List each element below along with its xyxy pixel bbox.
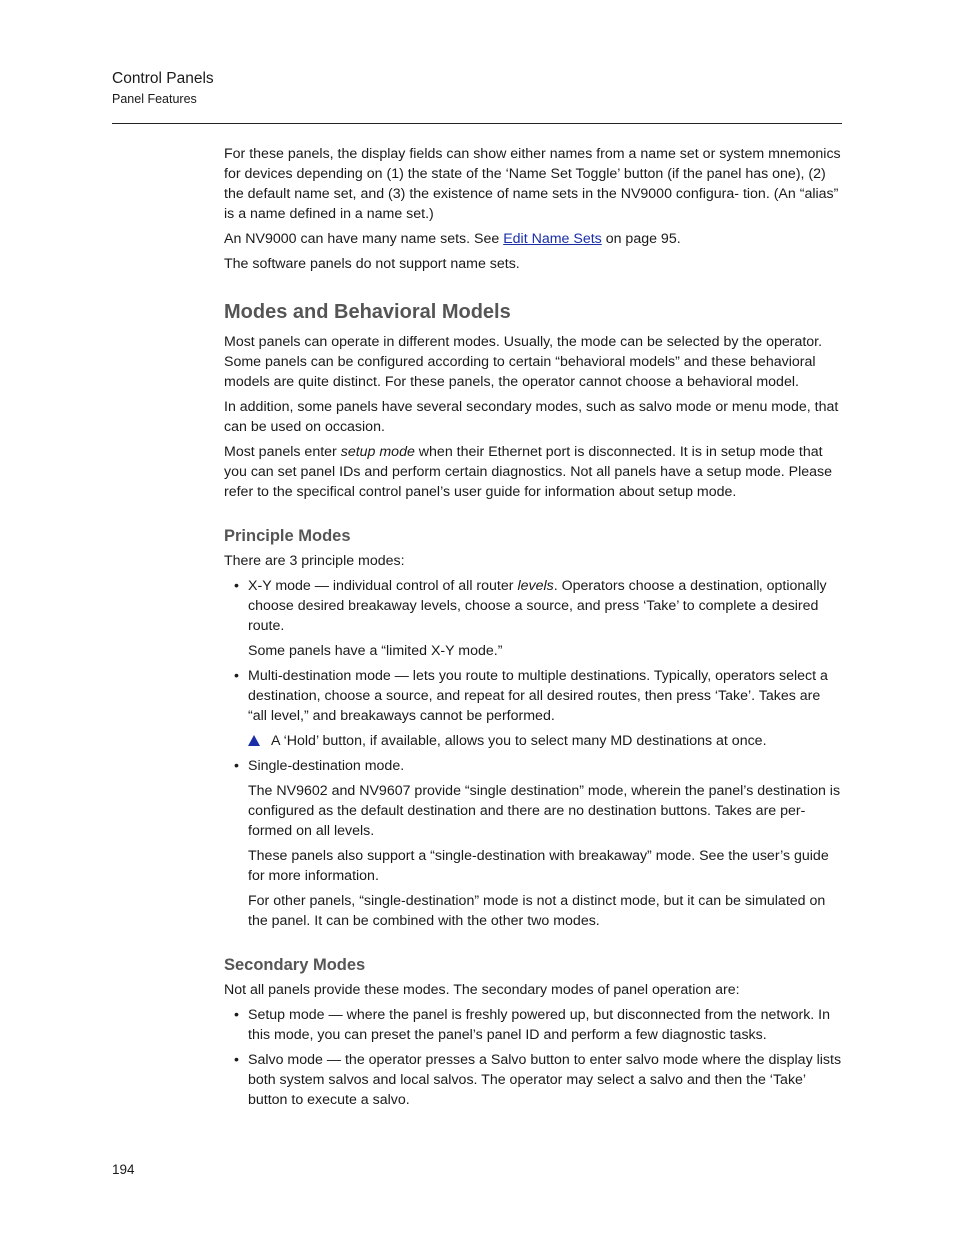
edit-name-sets-link[interactable]: Edit Name Sets (503, 231, 602, 247)
secondary-intro: Not all panels provide these modes. The secondary modes of panel operation are: (224, 982, 740, 998)
intro-paragraph-3: The software panels do not support name sets. (224, 256, 520, 272)
running-header-title: Control Panels (112, 70, 214, 87)
list-item-sd-mode (224, 756, 842, 776)
list-text: Single-destination mode. (248, 758, 405, 774)
bullet: • (234, 578, 239, 594)
bullet: • (234, 1007, 239, 1023)
setup-mode-term: setup mode (340, 444, 415, 460)
page-content (224, 144, 842, 1115)
bullet: • (234, 758, 239, 774)
principle-modes-heading: Principle Modes (224, 527, 351, 545)
intro-text: An NV9000 can have many name sets. See (224, 231, 504, 247)
modes-paragraph-3 (224, 442, 842, 502)
bullet: • (234, 1052, 239, 1068)
secondary-modes-list (224, 1005, 842, 1110)
modes-text: Most panels enter (224, 444, 341, 460)
principle-intro: There are 3 principle modes: (224, 553, 405, 569)
principle-modes-list (224, 576, 842, 636)
list-item-xy-mode (224, 576, 842, 636)
modes-text: when their Ethernet port is disconnected. It is in setup mode that you can set panel IDs and perform certain diagnostics. Not all panels have a setup mode. Please refer to the specifical control panel’s user guide for information about setup mode. (224, 444, 833, 500)
md-hold-note (224, 731, 842, 751)
note-text: A ‘Hold’ button, if available, allows you to select many MD destinations at once. (271, 733, 767, 749)
running-header-subtitle: Panel Features (112, 92, 197, 106)
intro-paragraph-1: For these panels, the display fields can show either names from a name set or system mnemonics for devices depending on (1) the state of the ‘Name Set Toggle’ button (if the panel has one), (2) the default name set, and (3) the existence of name sets in the NV9000 configura- tion. (An “alias” is a name defined in a name set.) (224, 146, 841, 222)
triangle-note-icon (248, 735, 260, 746)
levels-term: levels (517, 578, 554, 594)
list-text: X-Y mode — individual control of all router (248, 578, 518, 594)
principle-modes-list-3 (224, 756, 842, 776)
header-divider (112, 123, 842, 124)
list-text: . Operators choose a destination, optionally choose desired breakaway levels, choose a source, and press ‘Take’ to complete a desired route. (248, 578, 827, 634)
page-number: 194 (112, 1162, 135, 1177)
xy-note: Some panels have a “limited X-Y mode.” (248, 643, 503, 659)
list-item-setup-mode (224, 1005, 842, 1045)
list-text: Setup mode — where the panel is freshly powered up, but disconnected from the network. In this mode, you can preset the panel’s panel ID and perform a few diagnostic tasks. (248, 1007, 831, 1043)
sd-paragraph-3: For other panels, “single-destination” mode is not a distinct mode, but it can be simulated on the panel. It can be combined with the other two modes. (248, 893, 826, 929)
principle-modes-list-2 (224, 666, 842, 726)
bullet: • (234, 668, 239, 684)
modes-paragraph-2: In addition, some panels have several secondary modes, such as salvo mode or menu mode, that can be used on occasion. (224, 399, 839, 435)
secondary-modes-heading: Secondary Modes (224, 956, 366, 974)
modes-paragraph-1: Most panels can operate in different modes. Usually, the mode can be selected by the operator. Some panels can be configured according to certain “behavioral models” and these behavioral models are quite distinct. For these panels, the operator cannot choose a behavioral model. (224, 334, 823, 390)
list-item-salvo-mode (224, 1050, 842, 1110)
list-item-md-mode (224, 666, 842, 726)
intro-text: on page 95. (601, 231, 681, 247)
sd-paragraph-1: The NV9602 and NV9607 provide “single destination” mode, wherein the panel’s destination is configured as the default destination and there are no destination buttons. Takes are per- formed on all levels. (248, 783, 841, 839)
modes-heading: Modes and Behavioral Models (224, 301, 511, 323)
list-text: Multi-destination mode — lets you route to multiple destinations. Typically, operators select a destination, choose a source, and repeat for all desired routes, then press ‘Take’. Takes are “all level,” and breakaways cannot be performed. (248, 668, 828, 724)
sd-paragraph-2: These panels also support a “single-destination with breakaway” mode. See the user’s guide for more information. (248, 848, 829, 884)
list-text: Salvo mode — the operator presses a Salvo button to enter salvo mode where the display lists both system salvos and local salvos. The operator may select a salvo and then the ‘Take’ button to execute a salvo. (248, 1052, 842, 1108)
intro-paragraph-2 (224, 229, 842, 249)
